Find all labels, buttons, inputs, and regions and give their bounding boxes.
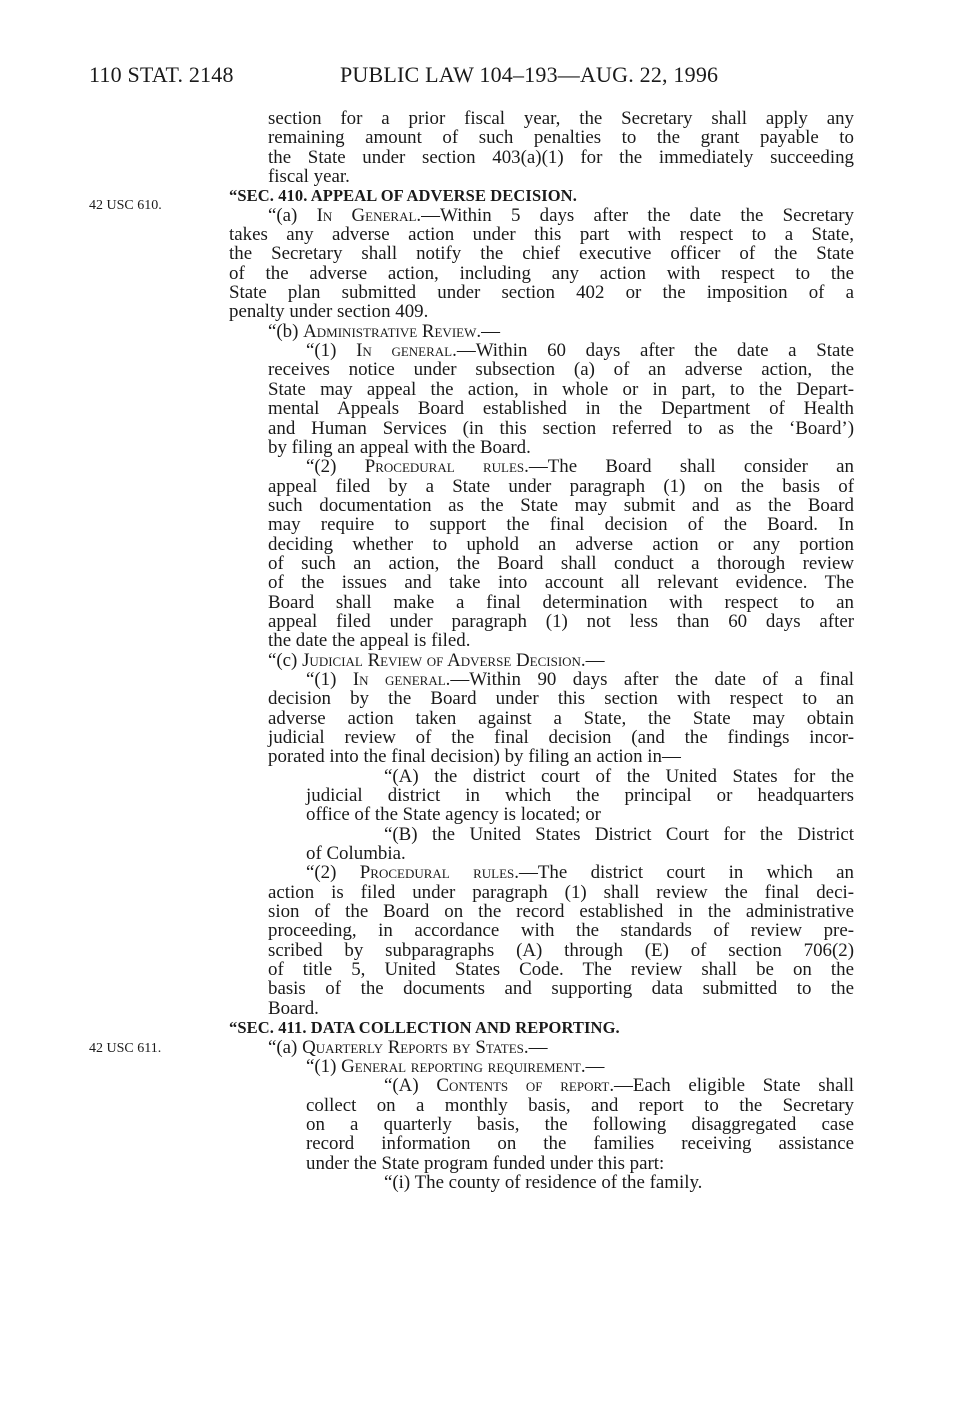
line-text: deciding whether to uphold an adverse action or any portion — [268, 533, 854, 555]
line-text: the State under section 403(a)(1) for the immediately succeeding — [268, 146, 854, 168]
text-line — [229, 941, 854, 960]
line-text: State plan submitted under section 402 or the imposition of a — [229, 282, 854, 304]
line-text: appeal filed under paragraph (1) not less than 60 days after — [268, 610, 854, 632]
paragraph-designator: “(a) — [268, 1036, 303, 1058]
section-heading — [229, 1018, 854, 1037]
line-text: the date the appeal is filed. — [268, 630, 471, 652]
line-text: .— — [580, 649, 605, 671]
text-line — [229, 883, 854, 902]
line-text: on a quarterly basis, the following disaggregated case — [306, 1113, 854, 1135]
text-line — [229, 670, 854, 689]
section-heading — [229, 186, 854, 205]
line-text: basis of the documents and supporting data submitted to the — [268, 978, 854, 1000]
paragraph-heading: Judicial Review of Adverse Decision — [302, 649, 581, 671]
line-text: .—The district court in which an — [514, 862, 854, 884]
paragraph-heading: Quarterly Reports by States — [302, 1036, 524, 1058]
text-line — [229, 631, 854, 650]
text-line — [229, 844, 854, 863]
paragraph-designator: “(c) — [268, 649, 303, 671]
line-text: judicial district in which the principal or headquarters — [306, 785, 854, 807]
line-text: .—Each eligible State shall — [609, 1075, 854, 1097]
text-line — [229, 921, 854, 940]
line-text: “(B) the United States District Court for the District — [384, 823, 854, 845]
text-line — [229, 264, 854, 283]
margin-note-usc-610: 42 USC 610. — [89, 198, 162, 213]
line-text: takes any adverse action under this part with respect to a State, — [229, 224, 854, 246]
text-line — [229, 612, 854, 631]
text-line — [229, 728, 854, 747]
text-line — [229, 244, 854, 263]
text-line — [229, 554, 854, 573]
line-text: judicial review of the final decision (and the findings incor- — [268, 727, 854, 748]
text-line — [229, 1057, 854, 1076]
paragraph-designator: “(1) — [306, 340, 357, 362]
text-line — [229, 515, 854, 534]
line-text: porated into the final decision) by filing an action in— — [268, 746, 681, 768]
text-line — [229, 419, 854, 438]
text-line — [229, 1038, 854, 1057]
text-line — [229, 805, 854, 824]
line-text: action is filed under paragraph (1) shall review the final deci- — [268, 881, 854, 903]
paragraph-designator: “(2) — [306, 862, 360, 884]
line-text: collect on a monthly basis, and report to the Secretary — [306, 1094, 854, 1116]
text-line — [229, 593, 854, 612]
text-line — [229, 999, 854, 1018]
line-text: decision by the Board under this section with respect to an — [268, 688, 854, 710]
text-line — [229, 1173, 854, 1192]
text-line — [229, 747, 854, 766]
line-text: “(A) the district court of the United States for the — [384, 765, 854, 787]
margin-note-usc-611: 42 USC 611. — [89, 1041, 162, 1056]
public-law-citation: PUBLIC LAW 104–193—AUG. 22, 1996 — [340, 62, 719, 87]
text-line — [229, 322, 854, 341]
text-line — [229, 360, 854, 379]
paragraph-heading: In General — [316, 204, 417, 226]
paragraph-heading: In general — [356, 340, 453, 362]
text-line — [229, 767, 854, 786]
text-line — [229, 128, 854, 147]
line-text: .— — [580, 1055, 605, 1077]
text-line — [229, 167, 854, 186]
text-line — [229, 573, 854, 592]
text-line — [229, 786, 854, 805]
line-text: appeal filed by a State under paragraph (1) on the basis of — [268, 475, 854, 497]
line-text: .—Within 5 days after the date the Secretary — [416, 204, 854, 226]
line-text: mental Appeals Board established in the Department of Health — [268, 398, 854, 420]
paragraph-designator: “(a) — [268, 204, 317, 226]
text-line — [229, 979, 854, 998]
line-text: “SEC. 410. APPEAL OF ADVERSE DECISION. — [229, 186, 577, 206]
text-line — [229, 341, 854, 360]
paragraph-designator: “(A) — [384, 1075, 437, 1097]
line-text: and Human Services (in this section referred to as the ‘Board’) — [268, 417, 854, 439]
line-text: of the adverse action, including any action with respect to the — [229, 262, 854, 284]
paragraph-designator: “(1) — [306, 1055, 342, 1077]
text-line — [229, 1076, 854, 1095]
paragraph-heading: Procedural rules — [364, 456, 525, 478]
text-line — [229, 902, 854, 921]
line-text: Board shall make a final determination with respect to an — [268, 591, 854, 613]
text-line — [229, 960, 854, 979]
line-text: Board. — [268, 997, 319, 1019]
line-text: of such an action, the Board shall conduct a thorough review — [268, 552, 854, 574]
line-text: scribed by subparagraphs (A) through (E) of section 706(2) — [268, 939, 854, 961]
text-line — [229, 206, 854, 225]
line-text: fiscal year. — [268, 166, 350, 188]
paragraph-designator: “(1) — [306, 668, 353, 690]
text-line — [229, 709, 854, 728]
line-text: of title 5, United States Code. The review shall be on the — [268, 959, 854, 981]
line-text: .— — [476, 320, 500, 342]
text-line — [229, 535, 854, 554]
text-line — [229, 1115, 854, 1134]
line-text: by filing an appeal with the Board. — [268, 436, 531, 458]
statute-body-text — [229, 109, 854, 1192]
paragraph-heading: Contents of report — [436, 1075, 610, 1097]
text-line — [229, 225, 854, 244]
line-text: penalty under section 409. — [229, 301, 429, 323]
line-text: remaining amount of such penalties to the grant payable to — [268, 127, 854, 149]
paragraph-heading: Procedural rules — [359, 862, 515, 884]
line-text: office of the State agency is located; or — [306, 804, 601, 826]
line-text: receives notice under subsection (a) of an adverse action, the — [268, 359, 854, 381]
page-header — [0, 62, 960, 88]
line-text: such documentation as the State may submit and as the Board — [268, 494, 854, 516]
text-line — [229, 1096, 854, 1115]
line-text: adverse action taken against a State, the State may obtain — [268, 707, 854, 729]
text-line — [229, 1134, 854, 1153]
line-text: of Columbia. — [306, 843, 406, 865]
text-line — [229, 399, 854, 418]
text-line — [229, 438, 854, 457]
line-text: proceeding, in accordance with the standards of review pre- — [268, 920, 854, 942]
paragraph-heading: General reporting requirement — [341, 1055, 581, 1077]
text-line — [229, 689, 854, 708]
statute-page-number: 110 STAT. 2148 — [89, 62, 234, 87]
paragraph-designator: “(b) — [268, 320, 304, 342]
text-line — [229, 1154, 854, 1173]
line-text: section for a prior fiscal year, the Secretary shall apply any — [268, 108, 854, 129]
line-text: under the State program funded under this part: — [306, 1152, 665, 1174]
line-text: .—Within 90 days after the date of a final — [445, 668, 855, 690]
text-line — [229, 148, 854, 167]
text-line — [229, 651, 854, 670]
line-text: of the issues and take into account all relevant evidence. The — [268, 572, 854, 594]
line-text: record information on the families receiving assistance — [306, 1133, 854, 1155]
text-line — [229, 863, 854, 882]
line-text: may require to support the final decision of the Board. In — [268, 514, 854, 536]
line-text: the Secretary shall notify the chief executive officer of the State — [229, 243, 854, 265]
text-line — [229, 457, 854, 476]
text-line — [229, 477, 854, 496]
line-text: “(i) The county of residence of the family. — [384, 1171, 703, 1193]
paragraph-heading: Administrative Review — [303, 320, 477, 342]
paragraph-designator: “(2) — [306, 456, 365, 478]
text-line — [229, 109, 854, 128]
text-line — [229, 825, 854, 844]
text-line — [229, 283, 854, 302]
line-text: .—The Board shall consider an — [524, 456, 855, 478]
line-text: “SEC. 411. DATA COLLECTION AND REPORTING. — [229, 1018, 620, 1038]
text-line — [229, 496, 854, 515]
line-text: State may appeal the action, in whole or in part, to the Depart- — [268, 378, 854, 400]
line-text: .— — [523, 1036, 548, 1058]
paragraph-heading: In general — [352, 668, 446, 690]
text-line — [229, 302, 854, 321]
line-text: sion of the Board on the record established in the administrative — [268, 901, 854, 923]
line-text: .—Within 60 days after the date a State — [452, 340, 854, 362]
text-line — [229, 380, 854, 399]
